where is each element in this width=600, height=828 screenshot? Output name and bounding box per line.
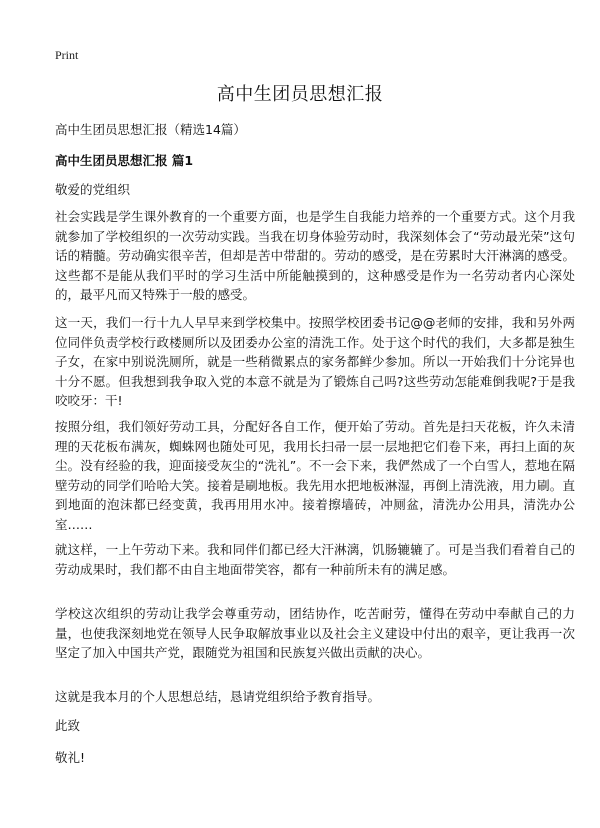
paragraph: 这就是我本月的个人思想总结，恳请党组织给予教育指导。 <box>55 689 381 704</box>
page-title: 高中生团员思想汇报 <box>216 84 384 105</box>
paragraph: 这一天，我们一行十九人早早来到学校集中。按照学校团委书记@@老师的安排，我和另外两位同伴负责学校行政楼厕所以及团委办公室的清洗工作。处于这个时代的我们，大多都是独生子女，在家中别说洗厕所，就是一些稍微累点的家务都鲜少参加。所以一开始我们十分诧异也十分不愿。但我想到我争取入党的本意不就是为了锻炼自己吗?这些劳动怎能难倒我呢?于是我咬咬牙：干! <box>55 315 575 408</box>
paragraph: 社会实践是学生课外教育的一个重要方面，也是学生自我能力培养的一个重要方式。这个月我就参加了学校组织的一次劳动实践。当我在切身体验劳动时，我深刻体会了“劳动最光荣”这句话的精髓。劳动确实很辛苦，但却是苦中带甜的。劳动的感受，是在劳累时大汗淋漓的感受。这些都不是能从我们平时的学习生活中所能触摸到的，这种感受是作为一名劳动者内心深处的，最平凡而又特殊于一般的感受。 <box>55 209 575 302</box>
salutation: 敬爱的党组织 <box>55 182 131 197</box>
paragraph: 学校这次组织的劳动让我学会尊重劳动，团结协作，吃苦耐劳，懂得在劳动中奉献自己的力量，也使我深刻地党在领导人民争取解放事业以及社会主义建设中付出的艰辛，更让我再一次坚定了加入中国共产党，跟随党为祖国和民族复兴做出贡献的决心。 <box>55 606 575 660</box>
paragraph: 按照分组，我们领好劳动工具，分配好各自工作，便开始了劳动。首先是扫天花板，许久未清理的天花板布满灰，蜘蛛网也随处可见，我用长扫帚一层一层地把它们卷下来，再扫上面的灰尘。没有经验的我，迎面接受灰尘的“洗礼”。不一会下来，我俨然成了一个白雪人，惹地在隔壁劳动的同学们哈哈大笑。接着是刷地板。我先用水把地板淋湿，再倒上清洗液，用力刷。直到地面的泡沫都已经变黄，我再用用水冲。接着擦墙砖，冲厕盆，清洗办公用具，清洗办公室…… <box>55 419 575 532</box>
section-heading: 高中生团员思想汇报 篇1 <box>55 153 194 168</box>
closing-salute: 敬礼! <box>55 750 86 765</box>
document-subtitle: 高中生团员思想汇报（精选14篇） <box>55 122 246 137</box>
paragraph: 就这样，一上午劳动下来。我和同伴们都已经大汗淋漓，饥肠辘辘了。可是当我们看着自己的劳动成果时，我们都不由自主地面带笑容，都有一种前所未有的满足感。 <box>55 542 575 577</box>
closing-line: 此致 <box>55 718 81 733</box>
print-link[interactable]: Print <box>55 48 79 62</box>
